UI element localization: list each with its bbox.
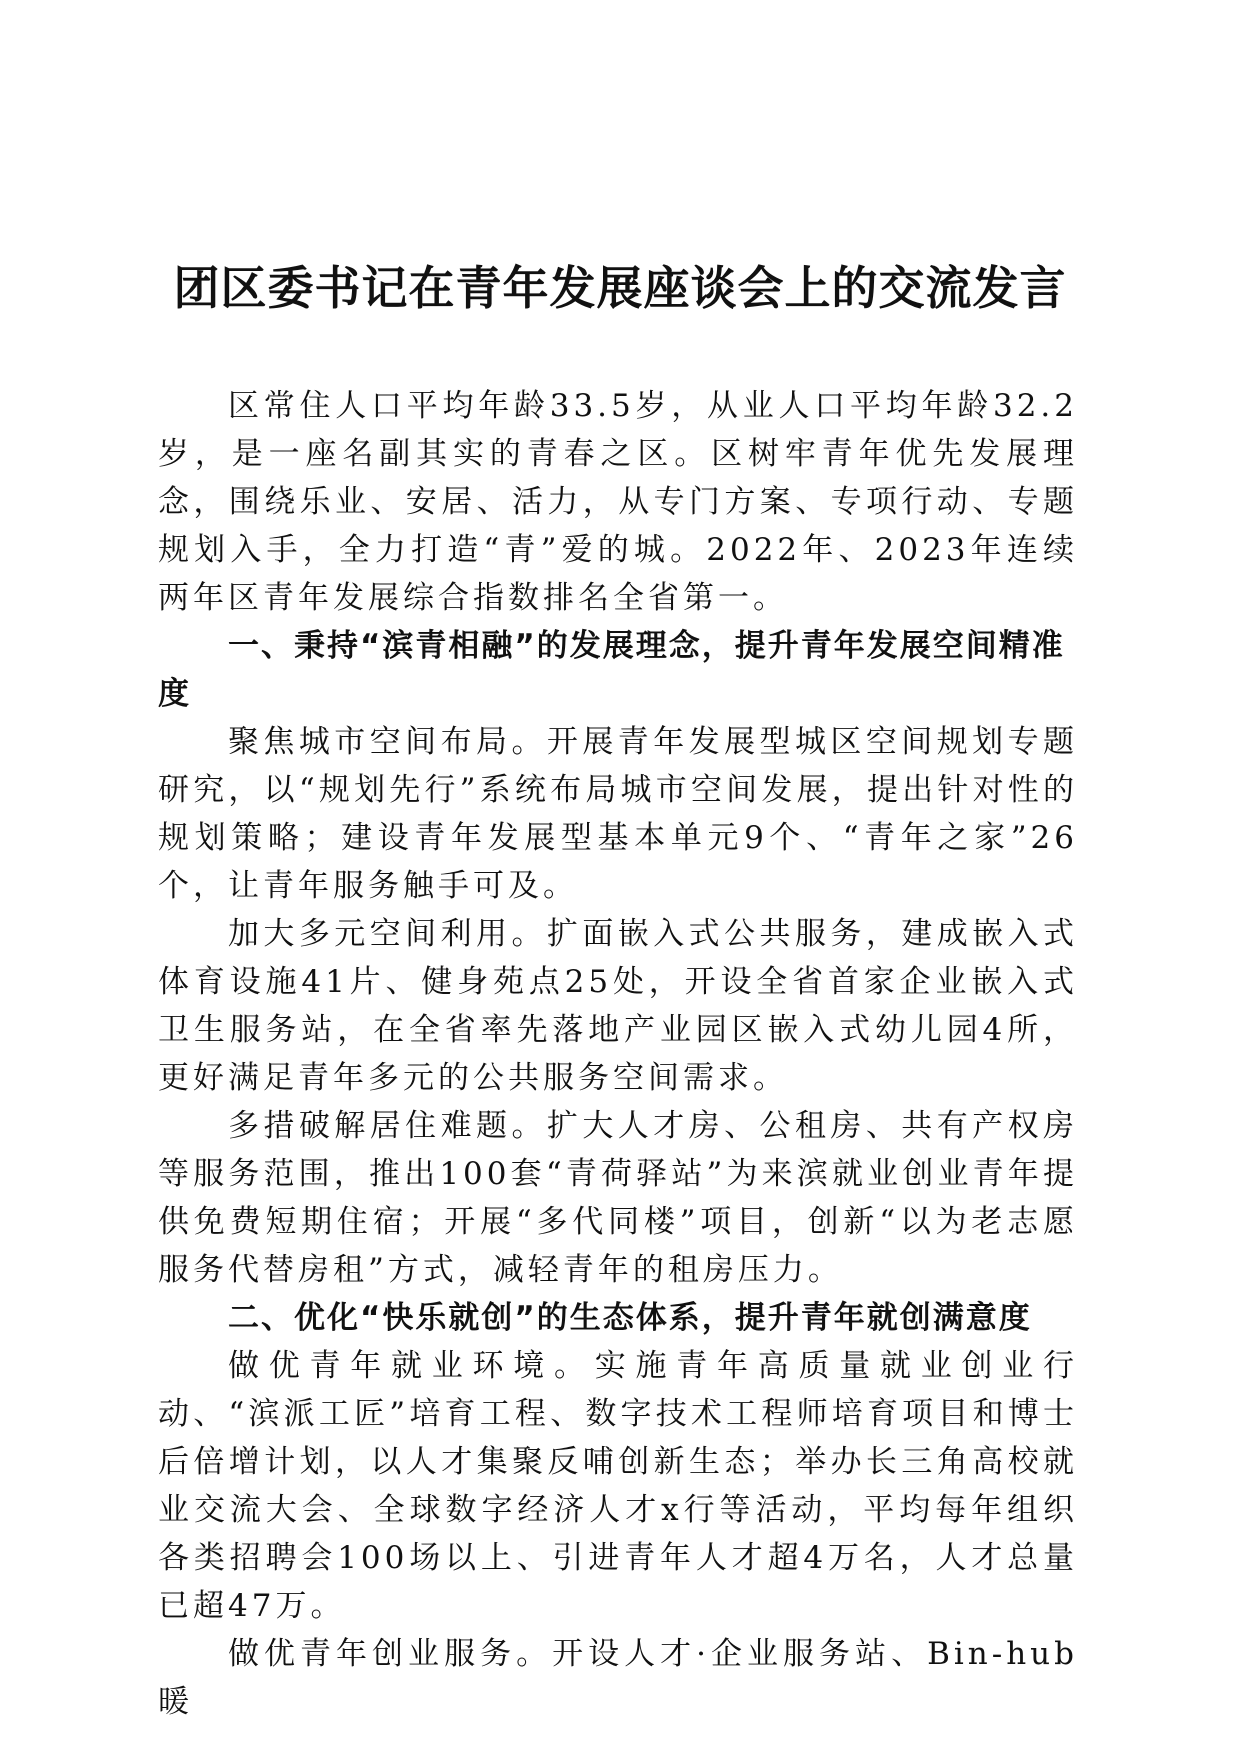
section-1-paragraph-3: 多措破解居住难题。扩大人才房、公租房、共有产权房等服务范围，推出100套“青荷驿站”为来滨就业创业青年提供免费短期住宿；开展“多代同楼”项目，创新“以为老志愿服务代替房租”方式，减轻青年的租房压力。	[158, 1108, 1078, 1288]
section-1-paragraph-2: 加大多元空间利用。扩面嵌入式公共服务，建成嵌入式体育设施41片、健身苑点25处，开设全省首家企业嵌入式卫生服务站，在全省率先落地产业园区嵌入式幼儿园4所，更好满足青年多元的公共服务空间需求。	[158, 916, 1078, 1096]
document-body	[158, 382, 1078, 1726]
section-2-paragraph-2: 做优青年创业服务。开设人才·企业服务站、Bin-hub暖	[158, 1636, 1078, 1720]
section-1-heading: 一、秉持“滨青相融”的发展理念，提升青年发展空间精准度	[158, 628, 1065, 712]
section-2-heading: 二、优化“快乐就创”的生态体系，提升青年就创满意度	[228, 1300, 1032, 1336]
intro-paragraph: 区常住人口平均年龄33.5岁，从业人口平均年龄32.2岁，是一座名副其实的青春之区。区树牢青年优先发展理念，围绕乐业、安居、活力，从专门方案、专项行动、专题规划入手，全力打造“青”爱的城。2022年、2023年连续两年区青年发展综合指数排名全省第一。	[158, 388, 1078, 616]
section-2-paragraph-1: 做优青年就业环境。实施青年高质量就业创业行动、“滨派工匠”培育工程、数字技术工程师培育项目和博士后倍增计划，以人才集聚反哺创新生态；举办长三角高校就业交流大会、全球数字经济人才x行等活动，平均每年组织各类招聘会100场以上、引进青年人才超4万名，人才总量已超47万。	[158, 1348, 1078, 1624]
document-title: 团区委书记在青年发展座谈会上的交流发言	[173, 261, 1067, 315]
section-1-paragraph-1: 聚焦城市空间布局。开展青年发展型城区空间规划专题研究，以“规划先行”系统布局城市空间发展，提出针对性的规划策略；建设青年发展型基本单元9个、“青年之家”26个，让青年服务触手可及。	[158, 724, 1078, 904]
